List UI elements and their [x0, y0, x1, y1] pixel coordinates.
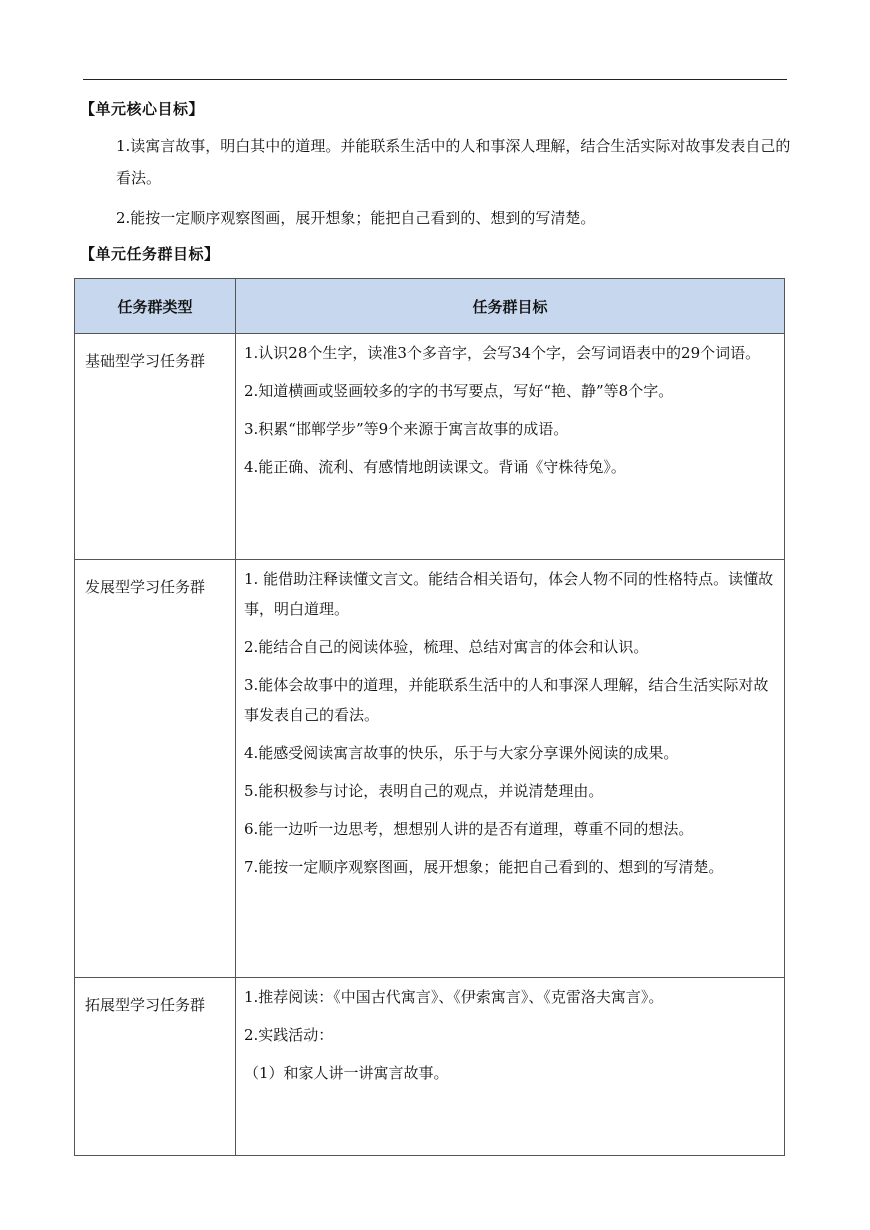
task-goals-heading: 【单元任务群目标】 [80, 245, 220, 263]
row-type-extension: 拓展型学习任务群 [75, 978, 236, 1156]
goal-item: 4.能感受阅读寓言故事的快乐，乐于与大家分享课外阅读的成果。 [244, 744, 679, 762]
row-type-development: 发展型学习任务群 [75, 560, 236, 978]
goal-item: 3.积累“邯郸学步”等9个来源于寓言故事的成语。 [244, 420, 569, 438]
row-type-basic: 基础型学习任务群 [75, 334, 236, 560]
goal-item: （1）和家人讲一讲寓言故事。 [244, 1064, 449, 1082]
header-rule [83, 79, 787, 80]
core-goal-1 [80, 130, 792, 194]
table-row [75, 978, 785, 1156]
table-header-row [75, 279, 785, 334]
table-row [75, 334, 785, 560]
goal-item: 2.能结合自己的阅读体验，梳理、总结对寓言的体会和认识。 [244, 638, 649, 656]
core-goal-2-text: 2.能按一定顺序观察图画，展开想象；能把自己看到的、想到的写清楚。 [116, 209, 596, 227]
row-goals-extension [236, 978, 785, 1156]
row-goals-development [236, 560, 785, 978]
goal-item: 1.认识28个生字，读准3个多音字，会写34个字，会写词语表中的29个词语。 [244, 344, 761, 362]
goal-item: 4.能正确、流利、有感情地朗读课文。背诵《守株待兔》。 [244, 458, 626, 476]
goal-item: 6.能一边听一边思考，想想别人讲的是否有道理，尊重不同的想法。 [244, 820, 694, 838]
goal-item: 7.能按一定顺序观察图画，展开想象；能把自己看到的、想到的写清楚。 [244, 858, 724, 876]
task-group-table [74, 278, 785, 1156]
goal-item: 2.知道横画或竖画较多的字的书写要点，写好“艳、静”等8个字。 [244, 382, 674, 400]
table-row [75, 560, 785, 978]
core-goals-heading: 【单元核心目标】 [80, 100, 205, 118]
row-goals-basic [236, 334, 785, 560]
goal-item: 5.能积极参与讨论，表明自己的观点，并说清楚理由。 [244, 782, 604, 800]
header-type: 任务群类型 [75, 279, 236, 334]
goal-item: 2.实践活动： [244, 1026, 334, 1044]
core-goal-1-text: 1.读寓言故事，明白其中的道理。并能联系生活中的人和事深人理解，结合生活实际对故事发表自己的看法。 [116, 137, 791, 187]
header-goals: 任务群目标 [236, 279, 785, 334]
goal-item: 1. 能借助注释读懂文言文。能结合相关语句，体会人物不同的性格特点。读懂故事，明白道理。 [244, 570, 774, 618]
goal-item: 1.推荐阅读：《中国古代寓言》、《伊索寓言》、《克雷洛夫寓言》。 [244, 988, 664, 1006]
goal-item: 3.能体会故事中的道理，并能联系生活中的人和事深人理解，结合生活实际对故事发表自己的看法。 [244, 676, 769, 724]
core-goal-2 [80, 202, 792, 234]
